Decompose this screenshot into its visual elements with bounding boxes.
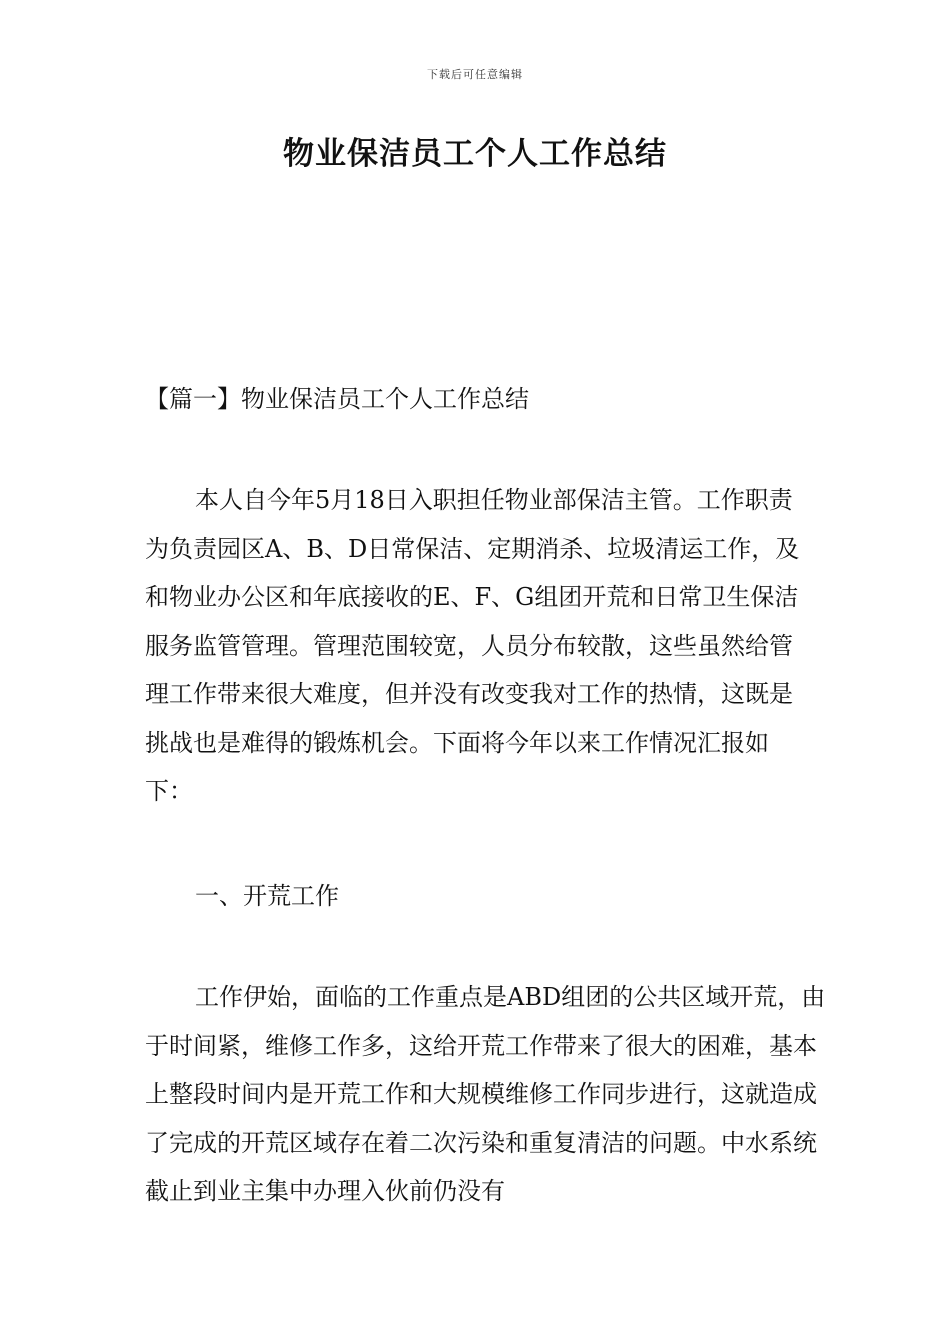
paragraph-land-clearing: 工作伊始，面临的工作重点是ABD组团的公共区域开荒，由于时间紧，维修工作多，这给开荒工作带来了很大的困难，基本上整段时间内是开荒工作和大规模维修工作同步进行，这就造成了完成的开荒区域存在着二次污染和重复清洁的问题。中水系统截止到业主集中办理入伙前仍没有: [145, 983, 826, 1205]
section-heading: 【篇一】物业保洁员工个人工作总结: [145, 385, 529, 413]
document-title: 物业保洁员工个人工作总结: [283, 136, 667, 172]
subheading-land-clearing: 一、开荒工作: [195, 882, 339, 910]
header-note: 下载后可任意编辑: [427, 68, 523, 81]
paragraph-intro: 本人自今年5月18日入职担任物业部保洁主管。工作职责为负责园区A、B、D日常保洁、定期消杀、垃圾清运工作，及和物业办公区和年底接收的E、F、G组团开荒和日常卫生保洁服务监管管理。管理范围较宽，人员分布较散，这些虽然给管理工作带来很大难度，但并没有改变我对工作的热情，这既是挑战也是难得的锻炼机会。下面将今年以来工作情况汇报如下：: [145, 486, 800, 805]
